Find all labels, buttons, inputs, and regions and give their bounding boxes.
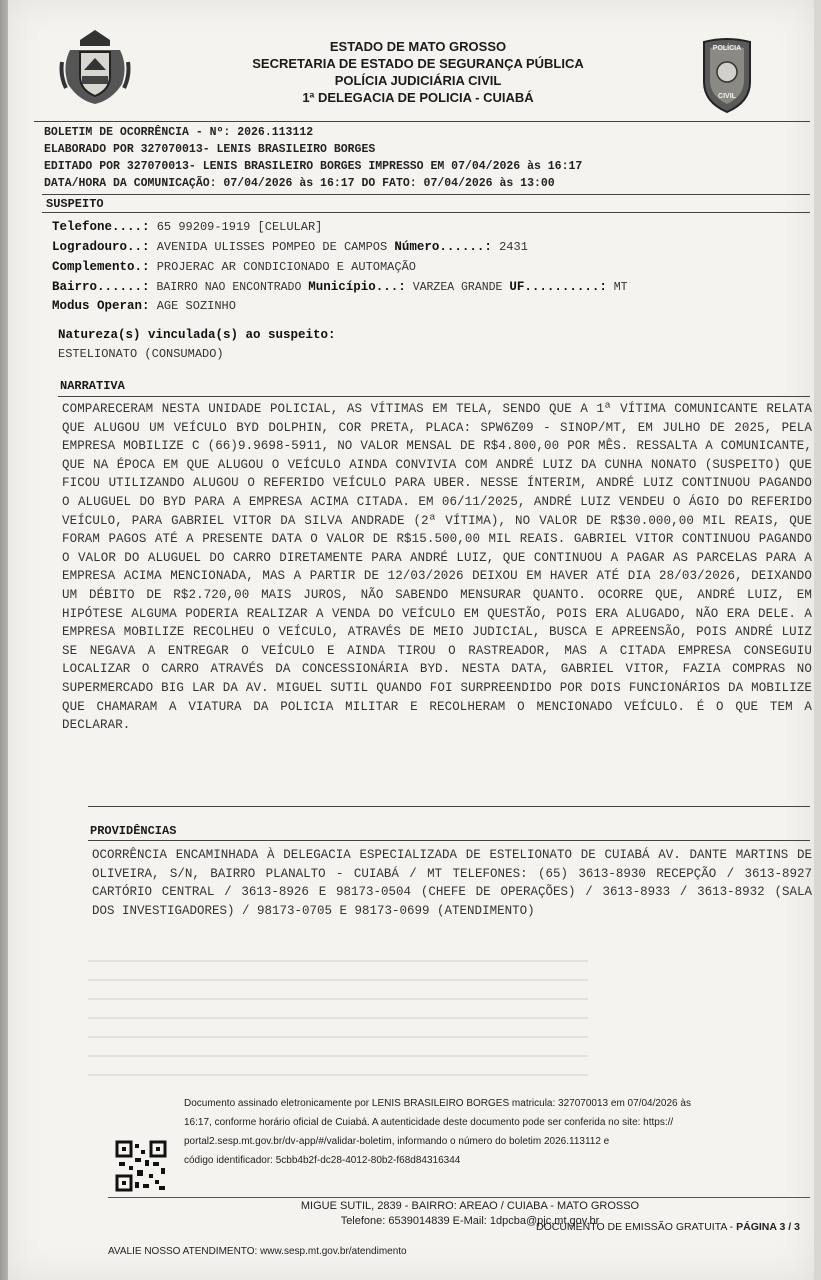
natureza-value: ESTELIONATO (CONSUMADO) <box>58 347 224 361</box>
narrativa-text: COMPARECERAM NESTA UNIDADE POLICIAL, AS VÍTIMAS EM TELA, SENDO QUE A 1ª VÍTIMA COMUNICANTE RELATA QUE ALUGOU UM VEÍCULO BYD DOLPHIN, COR PRETA, PLACA: SPW6Z09 - SINOP/MT, EM JULHO DE 2025, PELA EMPRESA MOBILIZE C (66)9.9698-5911, NO VALOR MENSAL DE R$4.800,00 POR MÊS. RESSALTA A COMUNICANTE, QUE NA ÉPOCA EM QUE ALUGOU O VEÍCULO AINDA CONVIVIA COM ANDRÉ LUIZ DA CUNHA NONATO (SUSPEITO) QUE FICOU UTILIZANDO ALUGOU O REFERIDO VEÍCULO PARA UBER. NESSE ÍNTERIM, ANDRÉ LUIZ CONTINUOU PAGANDO O ALUGUEL DO BYD PARA A EMPRESA ACIMA CITADA. EM 06/11/2025, ANDRÉ LUIZ VENDEU O ÁGIO DO REFERIDO VEÍCULO, PARA GABRIEL VITOR DA SILVA ANDRADE (2ª VÍTIMA), NO VALOR DE R$30.000,00 MIL REAIS, QUE FORAM PAGOS ATÉ A PRESENTE DATA O VALOR DE R$15.500,00 MIL REAIS. GABRIEL VITOR CONTINUOU PAGANDO O VALOR DO ALUGUEL DO CARRO DIRETAMENTE PARA ANDRÉ LUIZ, QUE CONTINUOU A PAGAR AS PARCELAS PARA A EMPRESA ACIMA MENCIONADA, MAS A PARTIR DE 12/03/2026 DEIXOU EM HAVER ATÉ DIA 28/03/2026, DEIXANDO UM DÉBITO DE R$2.720,00 MAIS JUROS, NÃO SABENDO MENSURAR QUANTO. OCORRE QUE, ANDRÉ LUIZ, EM HIPÓTESE ALGUMA PODERIA REALIZAR A VENDA DO VEÍCULO EM QUESTÃO, POIS ERA ALUGADO, NÃO ERA DELE. A EMPRESA MOBILIZE RECOLHEU O VEÍCULO, ATRAVÉS DE MEIO JUDICIAL, BUSCA E APREENSÃO, POIS ANDRÉ LUIZ SE NEGAVA A ENTREGAR O VEÍCULO E AINDA TIROU O RASTREADOR, MAS A CITADA EMPRESA CONSEGUIU LOCALIZAR O CARRO ATRAVÉS DA CONCESSIONÁRIA BYD. NESTA DATA, GABRIEL VITOR, FAZIA COMPRAS NO SUPERMERCADO BIG LAR DA AV. MIGUEL SUTIL QUANDO FOI SURPREENDIDO POR DOIS FUNCIONÁRIOS DA MOBILIZE QUE CHAMARAM A VIATURA DA POLICIA MILITAR E RECOLHERAM O MENCIONADO VEÍCULO. É O QUE TEM A DECLARAR. <box>62 402 812 733</box>
badge-text-top: POLÍCIA <box>712 45 742 52</box>
section-title-suspeito: SUSPEITO <box>46 197 104 211</box>
divider <box>58 396 810 397</box>
divider <box>42 212 810 213</box>
header-line-policia: POLÍCIA JUDICIÁRIA CIVIL <box>334 73 502 88</box>
footer-address: MIGUE SUTIL, 2839 - BAIRRO: AREAO / CUIABA - MATO GROSSO <box>300 1200 640 1212</box>
numero-value: 2431 <box>499 240 528 254</box>
policia-civil-badge-icon <box>698 36 756 114</box>
document-page <box>8 0 814 1280</box>
logradouro-value: AVENIDA ULISSES POMPEO DE CAMPOS <box>156 240 388 254</box>
complemento-label: Complemento.: <box>52 260 150 274</box>
complemento-value: PROJERAC AR CONDICIONADO E AUTOMAÇÃO <box>156 260 416 274</box>
logradouro-label: Logradouro..: <box>52 240 150 254</box>
suspeito-complemento <box>52 260 416 274</box>
suspeito-bairro <box>52 280 628 294</box>
section-title-providencias: PROVIDÊNCIAS <box>90 824 177 838</box>
page-number: PÁGINA 3 / 3 <box>736 1221 800 1233</box>
telefone-label: Telefone....: <box>52 220 150 234</box>
footer-emission <box>536 1221 800 1233</box>
telefone-value: 65 99209-1919 [CELULAR] <box>156 220 323 234</box>
signature-line-2: 16:17, conforme horário oficial de Cuiabá. A autenticidade deste documento pode ser conferida no site: https:// <box>184 1117 674 1128</box>
footer-emissao-text: DOCUMENTO DE EMISSÃO GRATUITA - <box>536 1221 737 1233</box>
header-line-delegacia: 1ª DELEGACIA DE POLICIA - CUIABÁ <box>302 90 534 105</box>
signature-line-4: código identificador: 5cbb4b2f-dc28-4012-80b2-f68d84316344 <box>184 1155 461 1166</box>
bleed-through-background <box>88 960 588 1090</box>
modus-label: Modus Operan: <box>52 299 150 313</box>
uf-label: UF..........: <box>509 280 607 294</box>
electronic-signature-note <box>184 1094 774 1170</box>
bairro-value: BAIRRO NAO ENCONTRADO <box>156 281 302 294</box>
suspeito-modus-operandi <box>52 299 236 313</box>
footer-contact: Telefone: 6539014839 E-Mail: 1dpcba@pjc.mt.gov.br <box>340 1215 600 1227</box>
elaborado-por: ELABORADO POR 327070013- LENIS BRASILEIRO BORGES <box>44 143 376 156</box>
qr-code-icon[interactable] <box>115 1140 167 1192</box>
bairro-label: Bairro......: <box>52 280 150 294</box>
divider <box>108 1197 810 1198</box>
boletim-number: BOLETIM DE OCORRÊNCIA - Nº: 2026.113112 <box>44 126 314 139</box>
editado-por: EDITADO POR 327070013- LENIS BRASILEIRO BORGES IMPRESSO EM 07/04/2026 às 16:17 <box>44 160 583 173</box>
natureza-label-text: Natureza(s) vinculada(s) ao suspeito: <box>58 328 336 342</box>
modus-value: AGE SOZINHO <box>156 299 236 313</box>
divider <box>42 194 810 195</box>
data-hora-comunicacao: DATA/HORA DA COMUNICAÇÃO: 07/04/2026 às 16:17 DO FATO: 07/04/2026 às 13:00 <box>44 177 555 190</box>
suspeito-logradouro <box>52 240 528 254</box>
municipio-value: VARZEA GRANDE <box>412 281 503 294</box>
state-coat-of-arms-icon <box>58 26 132 108</box>
natureza-label <box>58 328 336 342</box>
numero-label: Número......: <box>394 240 492 254</box>
divider <box>34 121 810 122</box>
municipio-label: Município...: <box>308 280 406 294</box>
divider <box>88 840 810 841</box>
header-line-state: ESTADO DE MATO GROSSO <box>329 39 507 54</box>
badge-text-bottom: CIVIL <box>718 93 736 100</box>
divider <box>88 806 810 807</box>
suspeito-telefone <box>52 220 322 234</box>
section-title-narrativa: NARRATIVA <box>60 379 125 393</box>
providencias-text: OCORRÊNCIA ENCAMINHADA À DELEGACIA ESPECIALIZADA DE ESTELIONATO DE CUIABÁ AV. DANTE MARTINS DE OLIVEIRA, S/N, BAIRRO PLANALTO - CUIABÁ / MT TELEFONES: (65) 3613-8930 RECEPÇÃO / 3613-8927 CARTÓRIO CENTRAL / 3613-8926 E 98173-0504 (CHEFE DE OPERAÇÕES) / 3613-8933 / 3613-8932 (SALA DOS INVESTIGADORES) / 98173-0705 E 98173-0699 (ATENDIMENTO) <box>92 848 812 918</box>
signature-line-1: Documento assinado eletronicamente por LENIS BRASILEIRO BORGES matricula: 327070013 em 07/04/2026 às <box>184 1098 691 1109</box>
header-line-secretaria: SECRETARIA DE ESTADO DE SEGURANÇA PÚBLICA <box>252 56 584 71</box>
footer-atendimento-link[interactable]: AVALIE NOSSO ATENDIMENTO: www.sesp.mt.gov.br/atendimento <box>108 1246 407 1257</box>
signature-line-3: portal2.sesp.mt.gov.br/dv-app/#/validar-boletim, informando o número do boletim 2026.113112 e <box>184 1136 610 1147</box>
uf-value: MT <box>613 281 628 294</box>
document-header <box>208 38 628 106</box>
